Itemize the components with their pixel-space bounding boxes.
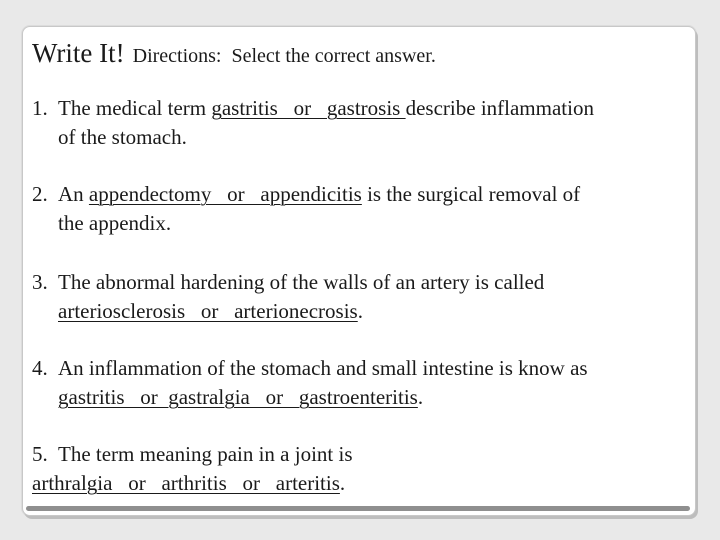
page-heading [32, 38, 436, 69]
question-3-line-1 [32, 268, 544, 297]
question-text: An inflammation of the stomach and small intestine is know as [58, 356, 588, 380]
question-2-line-1 [32, 180, 580, 209]
bottom-rule [26, 506, 690, 511]
question-5-line-1 [32, 440, 353, 469]
question-number: 1. [32, 96, 48, 120]
heading-title: Write It! [32, 38, 125, 68]
question-4 [32, 354, 588, 412]
question-text: The term meaning pain in a joint is [58, 442, 353, 466]
answer-choices[interactable]: arthralgia or arthritis or arteritis [32, 471, 340, 495]
heading-directions: Directions: Select the correct answer. [132, 45, 436, 67]
question-number: 4. [32, 356, 48, 380]
answer-choices[interactable]: gastritis or gastralgia or gastroenteritis [58, 385, 418, 409]
question-text: is the surgical removal of [361, 182, 581, 206]
question-5-line-2 [32, 469, 353, 498]
question-text: . [417, 385, 424, 409]
question-3 [32, 268, 544, 326]
answer-choices[interactable]: gastritis or gastrosis [211, 96, 406, 120]
question-5 [32, 440, 353, 498]
question-number: 5. [32, 442, 48, 466]
answer-choices[interactable]: appendectomy or appendicitis [88, 182, 362, 206]
question-4-line-1 [32, 354, 588, 383]
question-3-line-2 [32, 297, 544, 326]
question-text: An [58, 182, 89, 206]
question-1-line-2: of the stomach. [58, 125, 187, 149]
question-number: 2. [32, 182, 48, 206]
question-text: . [339, 471, 346, 495]
question-text: The medical term [58, 96, 212, 120]
question-text: . [357, 299, 363, 323]
question-text: describe inflammation [405, 96, 594, 120]
answer-choices[interactable]: arteriosclerosis or arterionecrosis [58, 299, 358, 323]
question-1 [32, 94, 594, 152]
question-4-line-2 [32, 383, 588, 412]
question-2 [32, 180, 580, 238]
question-2-line-2: the appendix. [58, 211, 172, 235]
question-1-line-1 [32, 94, 594, 123]
question-text: The abnormal hardening of the walls of an artery is called [58, 270, 545, 294]
question-number: 3. [32, 270, 48, 294]
